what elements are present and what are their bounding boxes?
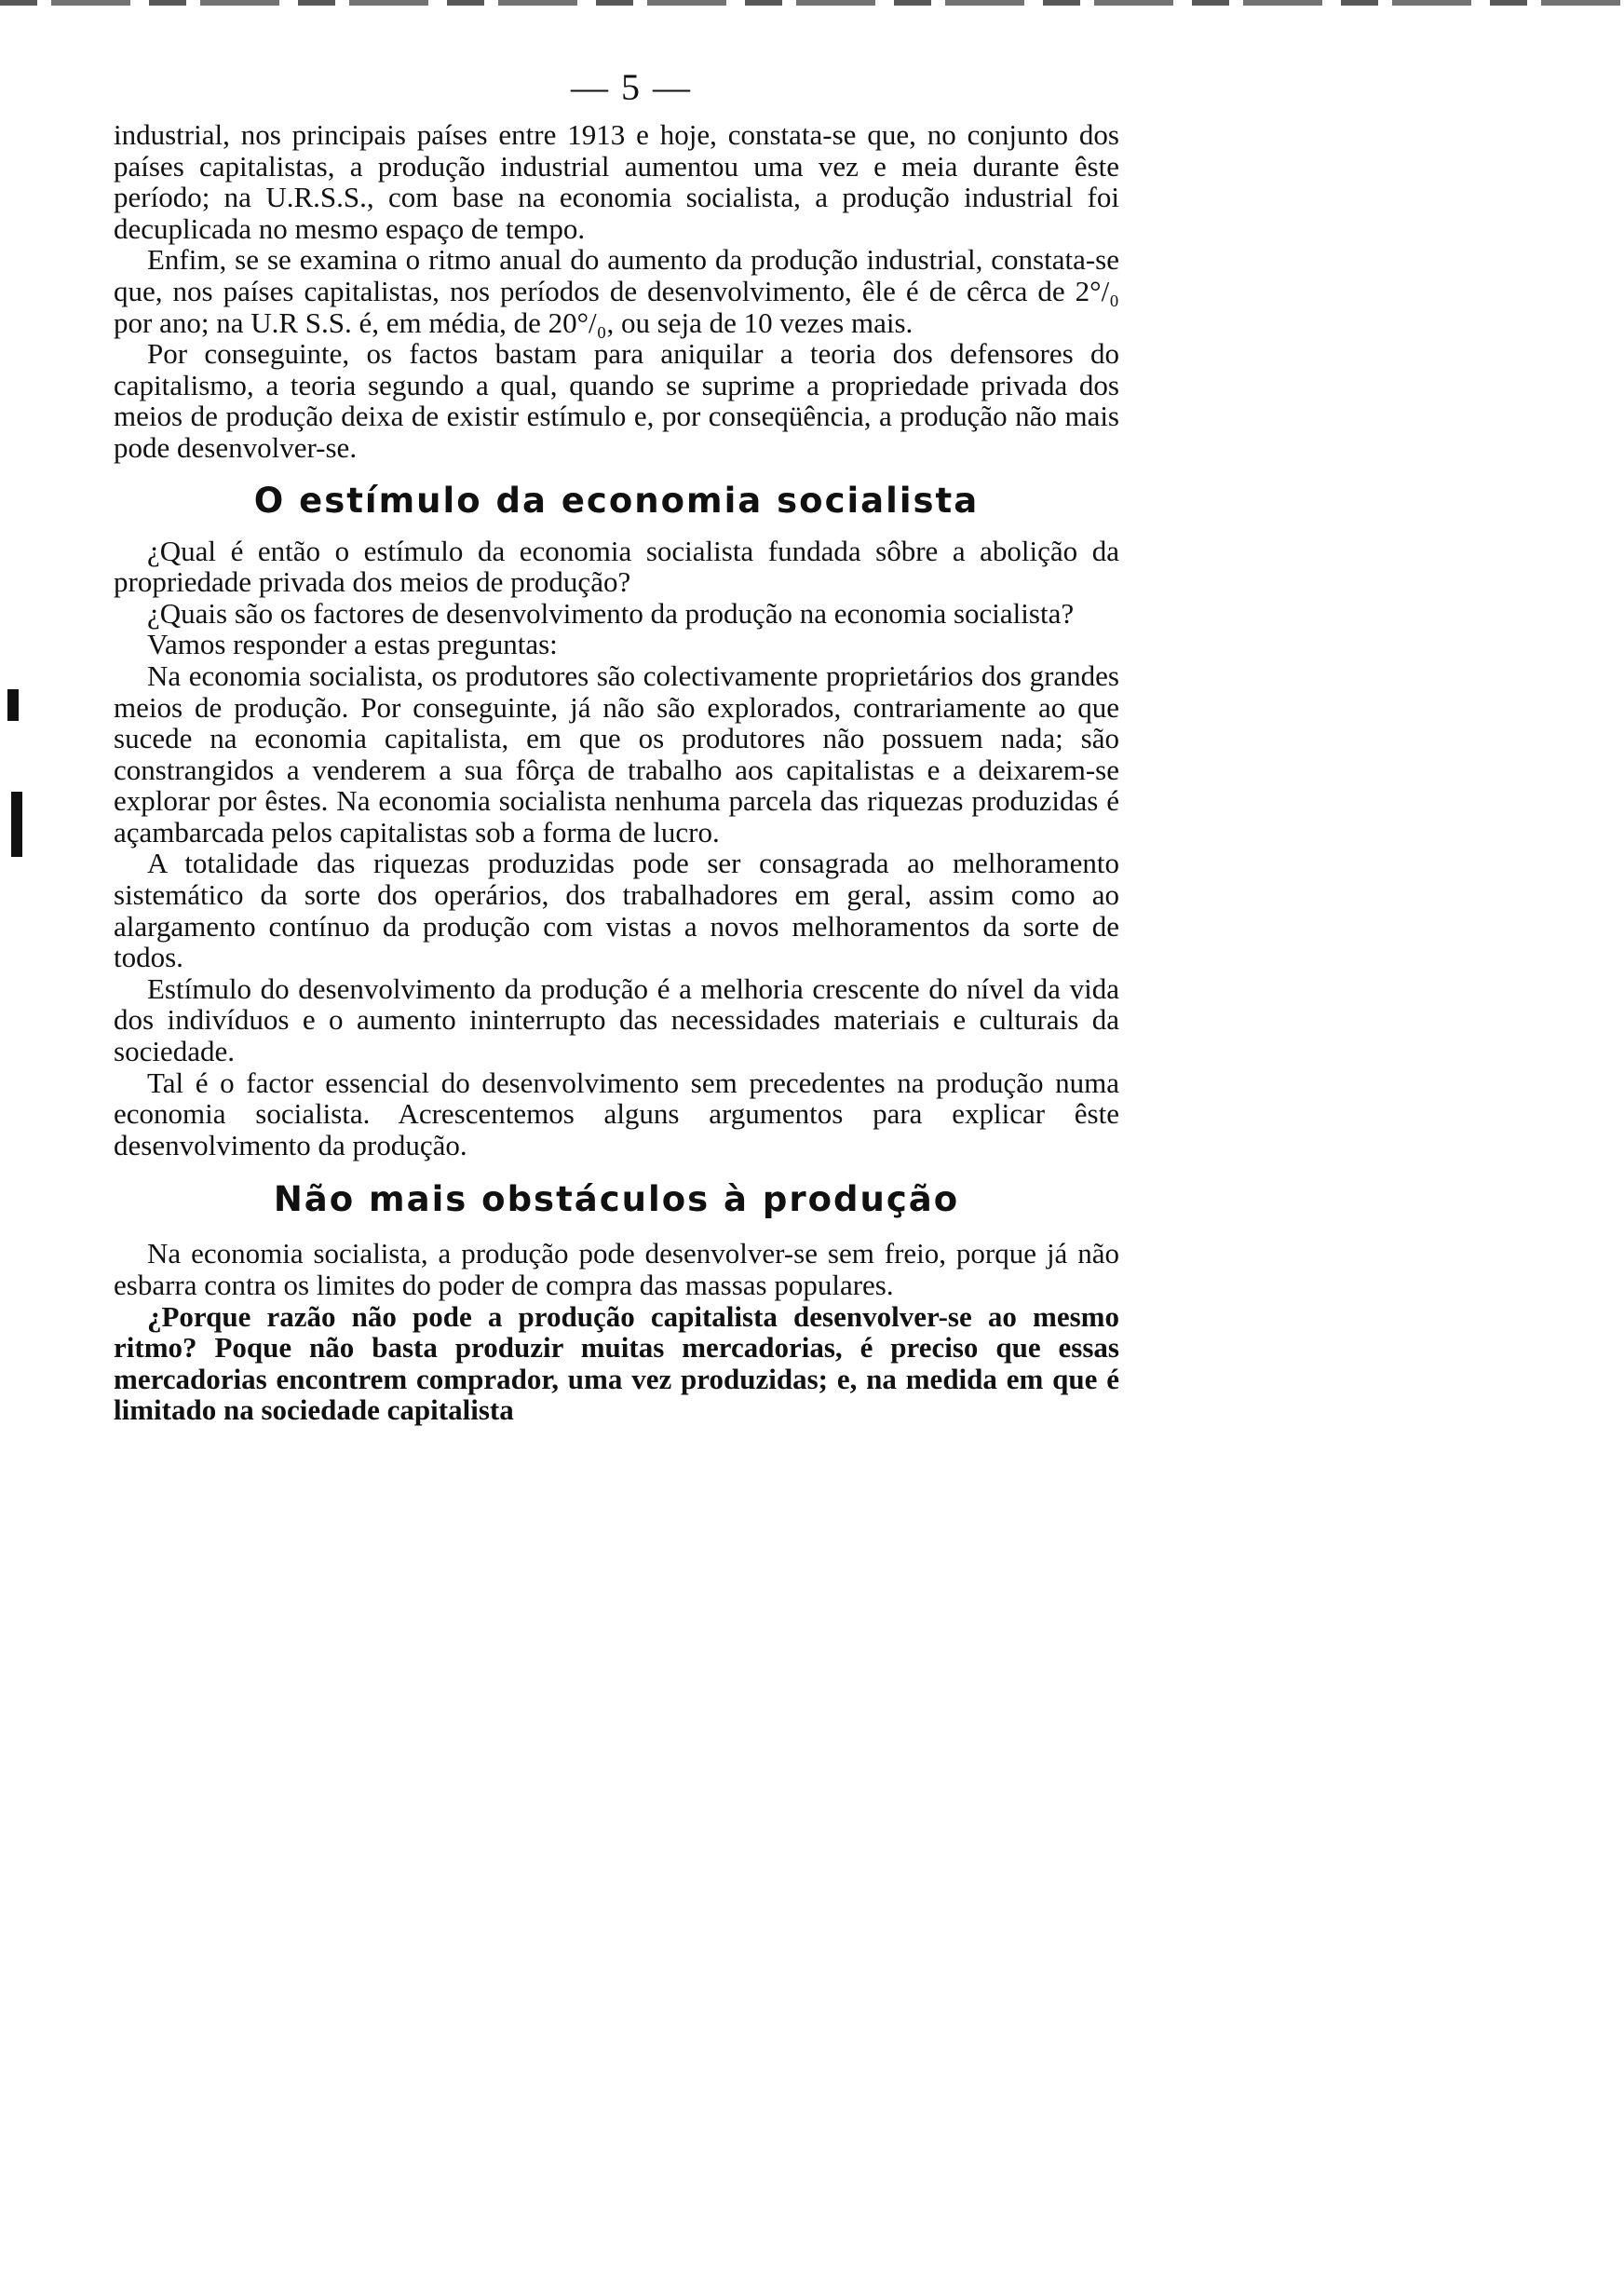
scan-edge-artifact — [0, 0, 1624, 6]
margin-mark — [11, 792, 22, 857]
text-column — [114, 119, 1119, 1426]
paragraph: ¿Qual é então o estímulo da economia socialista fundada sôbre a abolição da propriedade privada dos meios de produção? — [114, 534, 1119, 599]
paragraph: ¿Porque razão não pode a produção capitalista desenvolver-se ao mesmo ritmo? Poque não basta produzir muitas mercadorias, é preciso que essas mercadorias encontrem comprador, uma vez produzidas; e, na medida em que é limitado na sociedade capitalista — [114, 1299, 1119, 1427]
section-heading: Não mais obstáculos à produção — [273, 1179, 960, 1220]
paragraph: Tal é o factor essencial do desenvolvimento sem precedentes na produção numa economia socialista. Acrescentemos alguns argumentos para explicar êste desenvolvimento da produção. — [114, 1066, 1119, 1161]
paragraph: A totalidade das riquezas produzidas pode ser consagrada ao melhoramento sistemático da sorte dos operários, dos trabalhadores em geral, assim como ao alargamento contínuo da produção com vistas a novos melhoramentos da sorte de todos. — [114, 847, 1119, 974]
paragraph: Enfim, se se examina o ritmo anual do aumento da produção industrial, constata-se que, nos países capitalistas, nos períodos de desenvolvimento, êle é de cêrca de 2°/₀ por ano; na U.R S.S. é, em média, de 20°/₀, ou seja de 10 vezes mais. — [114, 243, 1119, 339]
paragraph: Na economia socialista, os produtores são colectivamente proprietários dos grandes meios de produção. Por conseguinte, já não são explorados, contrariamente ao que sucede na economia capitalista, em que os produtores não possuem nada; são constrangidos a venderem a sua fôrça de trabalho aos capitalistas e a deixarem-se explorar por êstes. Na economia socialista nenhuma parcela das riquezas produzidas é açambarcada pelos capitalistas sob a forma de lucro. — [114, 659, 1119, 849]
paragraph: Estímulo do desenvolvimento da produção é a melhoria crescente do nível da vida dos indivíduos e o aumento ininterrupto das necessidades materiais e culturais da sociedade. — [114, 971, 1119, 1068]
page-number: — 5 — — [571, 66, 692, 108]
margin-mark — [7, 689, 19, 721]
paragraph: Na economia socialista, a produção pode desenvolver-se sem freio, porque já não esbarra contra os limites do poder de compra das massas populares. — [114, 1237, 1119, 1301]
paragraph: ¿Quais são os factores de desenvolvimento da produção na economia socialista? — [147, 596, 1075, 630]
paragraph: Por conseguinte, os factos bastam para aniquilar a teoria dos defensores do capitalismo, a teoria segundo a qual, quando se suprime a propriedade privada dos meios de produção deixa de existir estímulo e, por conseqüência, a produção não mais pode desenvolver-se. — [114, 337, 1119, 464]
section-heading: O estímulo da economia socialista — [253, 480, 980, 521]
paragraph: Vamos responder a estas preguntas: — [147, 628, 558, 661]
paragraph: industrial, nos principais países entre 1913 e hoje, constata-se que, no conjunto dos países capitalistas, a produção industrial aumentou uma vez e meia durante êste período; na U.R.S.S., com base na economia socialista, a produção industrial foi decuplicada no mesmo espaço de tempo. — [114, 118, 1119, 245]
